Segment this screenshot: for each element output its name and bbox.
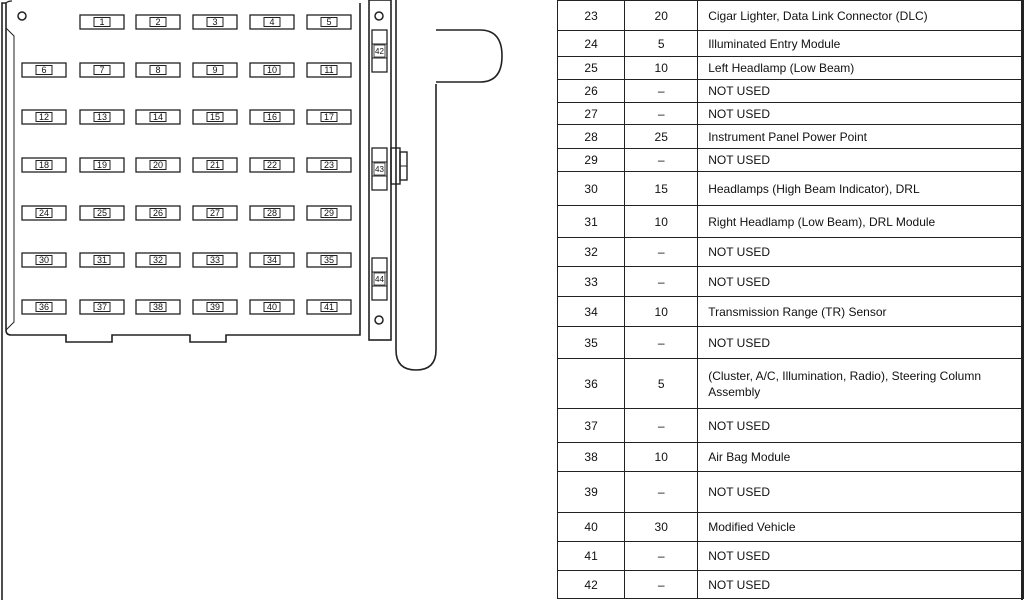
fuse-slot-13 — [80, 110, 124, 124]
fuse-slot-label: 3 — [212, 17, 218, 28]
fuse-slot-5 — [307, 15, 351, 29]
fuse-slot-1 — [80, 15, 124, 29]
fuse-amperage-cell: 5 — [625, 359, 698, 409]
fuse-slot-17 — [307, 110, 351, 124]
fuse-amperage-cell: – — [625, 80, 698, 103]
fuse-panel-top-edge — [6, 1, 12, 3]
fuse-slot-label: 16 — [266, 112, 278, 123]
fuse-description-cell: Headlamps (High Beam Indicator), DRL — [698, 172, 1024, 206]
fuse-slot-25 — [80, 206, 124, 220]
fuse-slot-label: 18 — [38, 160, 50, 171]
relay-group — [372, 30, 387, 300]
fuse-slot-9 — [193, 63, 237, 77]
fuse-slot-label: 37 — [96, 302, 108, 313]
fuse-slot-27 — [193, 206, 237, 220]
fuse-slot-label: 41 — [323, 302, 335, 313]
fuse-slot-label: 12 — [38, 112, 50, 123]
fuse-number-cell: 32 — [558, 238, 625, 267]
fuse-slot-38 — [136, 300, 180, 314]
fuse-slot-6 — [22, 63, 66, 77]
fuse-grid — [22, 15, 351, 314]
fuse-table-row — [558, 542, 1024, 571]
fuse-slot-label: 6 — [41, 65, 47, 76]
fuse-slot-label: 7 — [99, 65, 105, 76]
fuse-slot-37 — [80, 300, 124, 314]
fuse-description-cell: Air Bag Module — [698, 443, 1024, 472]
fuse-slot-7 — [80, 63, 124, 77]
fuse-description-cell: Transmission Range (TR) Sensor — [698, 297, 1024, 327]
fuse-amperage-cell: – — [625, 571, 698, 599]
fuse-description-cell: Illuminated Entry Module — [698, 31, 1024, 57]
fuse-slot-label: 25 — [96, 208, 108, 219]
fuse-slot-label: 20 — [152, 160, 164, 171]
fuse-number-cell: 25 — [558, 57, 625, 80]
fuse-table-row — [558, 472, 1024, 513]
fuse-description-cell: NOT USED — [698, 149, 1024, 172]
fuse-description-cell: Modified Vehicle — [698, 513, 1024, 542]
fuse-slot-35 — [307, 253, 351, 267]
fuse-number-cell: 37 — [558, 409, 625, 443]
fuse-description-cell: NOT USED — [698, 472, 1024, 513]
fuse-table-row — [558, 1, 1024, 31]
fuse-amperage-cell: 25 — [625, 125, 698, 149]
fuse-number-cell: 39 — [558, 472, 625, 513]
fuse-number-cell: 34 — [558, 297, 625, 327]
relay-label: 44 — [375, 275, 384, 284]
fuse-slot-39 — [193, 300, 237, 314]
fuse-slot-24 — [22, 206, 66, 220]
fuse-description-cell: NOT USED — [698, 571, 1024, 599]
fuse-number-cell: 36 — [558, 359, 625, 409]
fuse-number-cell: 40 — [558, 513, 625, 542]
fuse-slot-18 — [22, 158, 66, 172]
relay-43 — [372, 148, 387, 190]
fuse-slot-label: 38 — [152, 302, 164, 313]
fuse-slot-label: 28 — [266, 208, 278, 219]
fuse-slot-label: 26 — [152, 208, 164, 219]
mounting-hole-bottom-right — [375, 316, 383, 324]
fuse-description-cell: Instrument Panel Power Point — [698, 125, 1024, 149]
fuse-table-row — [558, 409, 1024, 443]
fuse-slot-21 — [193, 158, 237, 172]
fuse-amperage-cell: – — [625, 327, 698, 359]
fuse-number-cell: 41 — [558, 542, 625, 571]
fuse-slot-label: 2 — [155, 17, 161, 28]
fuse-table-row — [558, 443, 1024, 472]
fuse-amperage-cell: 15 — [625, 172, 698, 206]
fuse-slot-40 — [250, 300, 294, 314]
fuse-slot-2 — [136, 15, 180, 29]
fuse-number-cell: 29 — [558, 149, 625, 172]
fuse-table-row — [558, 57, 1024, 80]
relay-label: 42 — [375, 47, 384, 56]
fuse-description-cell: Left Headlamp (Low Beam) — [698, 57, 1024, 80]
fuse-slot-label: 1 — [99, 17, 105, 28]
fuse-number-cell: 24 — [558, 31, 625, 57]
fuse-amperage-cell: 10 — [625, 443, 698, 472]
fuse-slot-label: 36 — [38, 302, 50, 313]
fuse-table-row — [558, 206, 1024, 238]
fuse-number-cell: 42 — [558, 571, 625, 599]
fuse-slot-36 — [22, 300, 66, 314]
fuse-amperage-cell: – — [625, 409, 698, 443]
fuse-description-cell: (Cluster, A/C, Illumination, Radio), Steering Column Assembly — [698, 359, 1024, 409]
fuse-table-row — [558, 359, 1024, 409]
fuse-slot-label: 29 — [323, 208, 335, 219]
fuse-number-cell: 38 — [558, 443, 625, 472]
fuse-slot-label: 19 — [96, 160, 108, 171]
page-right-border — [1021, 0, 1023, 600]
fuse-table-row — [558, 513, 1024, 542]
fuse-amperage-cell: – — [625, 238, 698, 267]
fuse-description-cell: NOT USED — [698, 409, 1024, 443]
fuse-slot-label: 24 — [38, 208, 50, 219]
fuse-table-row — [558, 238, 1024, 267]
fuse-table-row — [558, 327, 1024, 359]
fuse-slot-20 — [136, 158, 180, 172]
fuse-slot-22 — [250, 158, 294, 172]
fuse-number-cell: 30 — [558, 172, 625, 206]
fuse-slot-label: 34 — [266, 255, 278, 266]
fuse-table-row — [558, 31, 1024, 57]
fuse-slot-label: 4 — [269, 17, 275, 28]
fuse-slot-label: 22 — [266, 160, 278, 171]
fuse-slot-3 — [193, 15, 237, 29]
fuse-amperage-cell: 20 — [625, 1, 698, 31]
fuse-description-cell: Right Headlamp (Low Beam), DRL Module — [698, 206, 1024, 238]
fuse-slot-16 — [250, 110, 294, 124]
fuse-slot-15 — [193, 110, 237, 124]
fuse-slot-label: 15 — [209, 112, 221, 123]
fuse-number-cell: 26 — [558, 80, 625, 103]
fuse-amperage-cell: – — [625, 103, 698, 125]
fuse-amperage-cell: 10 — [625, 297, 698, 327]
fuse-slot-label: 30 — [38, 255, 50, 266]
fuse-panel-left-bevel — [6, 28, 14, 330]
fuse-slot-34 — [250, 253, 294, 267]
fuse-table-row — [558, 80, 1024, 103]
fuse-table-row — [558, 125, 1024, 149]
fuse-description-cell: NOT USED — [698, 542, 1024, 571]
fuse-slot-label: 11 — [324, 65, 334, 76]
fuse-slot-label: 21 — [209, 160, 221, 171]
fuse-slot-label: 14 — [152, 112, 164, 123]
fuse-description-cell: NOT USED — [698, 238, 1024, 267]
fuse-number-cell: 33 — [558, 267, 625, 297]
fuse-slot-11 — [307, 63, 351, 77]
fuse-slot-label: 32 — [152, 255, 164, 266]
fuse-slot-32 — [136, 253, 180, 267]
fuse-slot-label: 31 — [96, 255, 108, 266]
fuse-slot-41 — [307, 300, 351, 314]
fuse-amperage-cell: 10 — [625, 57, 698, 80]
fuse-slot-label: 40 — [266, 302, 278, 313]
fuse-slot-label: 39 — [209, 302, 221, 313]
fuse-amperage-cell: 5 — [625, 31, 698, 57]
fuse-table-row — [558, 149, 1024, 172]
fuse-slot-label: 35 — [323, 255, 335, 266]
fuse-description-cell: Cigar Lighter, Data Link Connector (DLC) — [698, 1, 1024, 31]
fuse-number-cell: 31 — [558, 206, 625, 238]
fuse-slot-label: 27 — [209, 208, 221, 219]
fuse-amperage-cell: – — [625, 149, 698, 172]
fuse-amperage-cell: 30 — [625, 513, 698, 542]
fuse-slot-26 — [136, 206, 180, 220]
fuse-assignment-table — [557, 0, 1024, 599]
fuse-number-cell: 35 — [558, 327, 625, 359]
fuse-slot-30 — [22, 253, 66, 267]
fuse-slot-23 — [307, 158, 351, 172]
relay-label: 43 — [375, 165, 384, 174]
fuse-slot-label: 17 — [323, 112, 335, 123]
relay-42 — [372, 30, 387, 72]
mounting-hole-top-left — [18, 12, 26, 20]
fuse-number-cell: 27 — [558, 103, 625, 125]
fuse-description-cell: NOT USED — [698, 327, 1024, 359]
fuse-slot-label: 8 — [155, 65, 161, 76]
fuse-slot-label: 33 — [209, 255, 221, 266]
fuse-slot-8 — [136, 63, 180, 77]
fuse-slot-28 — [250, 206, 294, 220]
fuse-slot-19 — [80, 158, 124, 172]
relay-44 — [372, 258, 387, 300]
fuse-slot-10 — [250, 63, 294, 77]
fuse-description-cell: NOT USED — [698, 267, 1024, 297]
mounting-hole-top-right — [375, 12, 383, 20]
fuse-slot-label: 9 — [212, 65, 218, 76]
fuse-description-cell: NOT USED — [698, 80, 1024, 103]
fuse-slot-label: 5 — [326, 17, 332, 28]
fuse-slot-label: 10 — [266, 65, 278, 76]
fuse-slot-label: 13 — [96, 112, 108, 123]
fuse-table-row — [558, 571, 1024, 599]
fuse-table-row — [558, 297, 1024, 327]
fuse-slot-29 — [307, 206, 351, 220]
fuse-slot-12 — [22, 110, 66, 124]
fuse-panel-outline — [2, 3, 360, 600]
fuse-amperage-cell: – — [625, 267, 698, 297]
fuse-amperage-cell: – — [625, 472, 698, 513]
fuse-amperage-cell: – — [625, 542, 698, 571]
fuse-table-row — [558, 172, 1024, 206]
fuse-number-cell: 28 — [558, 125, 625, 149]
fuse-number-cell: 23 — [558, 1, 625, 31]
fuse-table-body — [558, 1, 1024, 599]
panel-tab — [436, 30, 502, 82]
fuse-slot-label: 23 — [323, 160, 335, 171]
fuse-slot-31 — [80, 253, 124, 267]
fuse-slot-14 — [136, 110, 180, 124]
fuse-table-row — [558, 103, 1024, 125]
fuse-slot-4 — [250, 15, 294, 29]
fuse-amperage-cell: 10 — [625, 206, 698, 238]
fuse-table-row — [558, 267, 1024, 297]
fuse-slot-33 — [193, 253, 237, 267]
fuse-description-cell: NOT USED — [698, 103, 1024, 125]
panel-stem — [396, 0, 436, 370]
